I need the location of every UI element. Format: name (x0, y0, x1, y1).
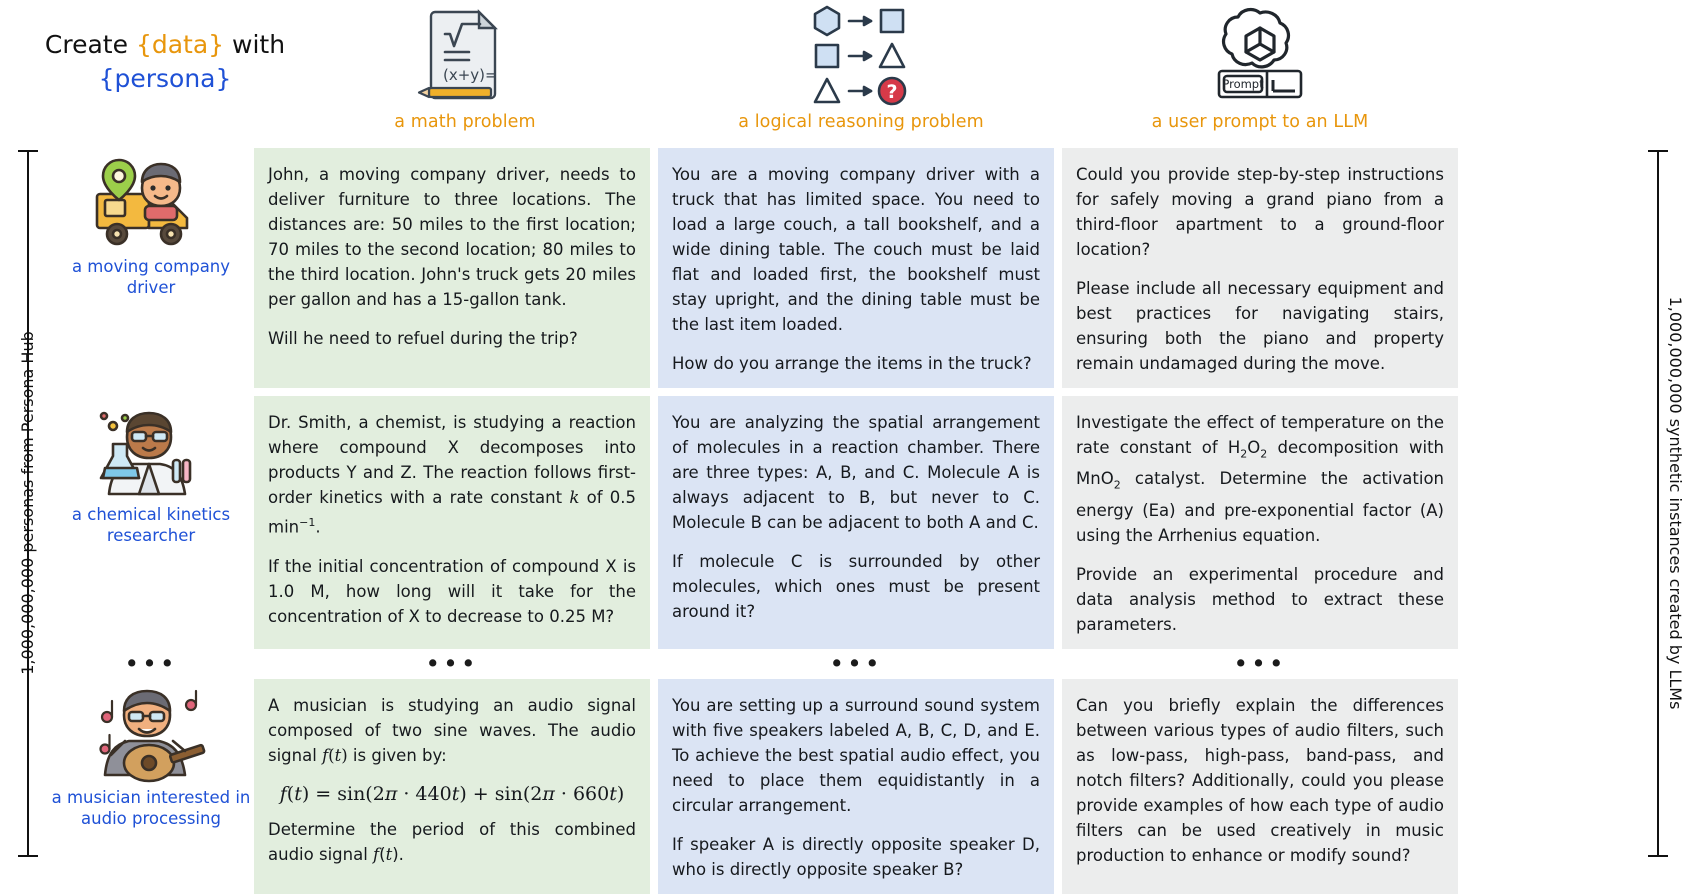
right-axis-cap-top (1648, 150, 1668, 152)
guitarist-musician-icon (87, 683, 215, 787)
cell-prompt-row2 (1062, 396, 1458, 649)
svg-text:?: ? (886, 81, 898, 103)
persona-cell (48, 148, 254, 388)
cell-logic-row3 (658, 679, 1054, 894)
cell-paragraph: Dr. Smith, a chemist, is studying a reaction where compound X decomposes into products Y and Z. The reaction follows first-order kinetics with a rate constant k of 0.5 $\min^{-1}$. (268, 413, 636, 537)
cell-formula: f(t) = sin(2π · 440t) + sin(2π · 660t) (279, 782, 625, 805)
ellipsis-prompt: ••• (1233, 648, 1287, 678)
cell-paragraph: Investigate the effect of temperature on the rate constant of $H_2O_2$ decomposition with MnO$_2$ catalyst. Determine the activation energy (Ea) and pre-exponential factor (A) using the Arrhenius equation. (1076, 413, 1444, 545)
title-middle: with (224, 30, 286, 59)
openai-prompt-icon (1110, 0, 1410, 112)
cell-logic-row2 (658, 396, 1054, 649)
cell-math-row2 (254, 396, 650, 649)
cell-paragraph: A musician is studying an audio signal composed of two sine waves. The audio signal f(t) is given by: (268, 695, 636, 765)
persona-label: a musician interested in audio processing (51, 787, 251, 828)
cell-paragraph: Can you briefly explain the differences between various types of audio filters, such as low-pass, high-pass, band-pass, and notch filters? Additionally, could you please provide examples of how each type of audio filters can be used creatively in music production to enhance or modify sound? (1076, 695, 1444, 865)
left-axis-label: 1,000,000,000 personas from Persona Hub (18, 331, 37, 675)
left-axis (6, 148, 48, 858)
right-axis-cap-bottom (1648, 855, 1668, 857)
table-row (48, 396, 1636, 649)
ellipsis-persona: ••• (124, 648, 178, 678)
cell-paragraph: Determine the period of this combined audio signal f(t). (268, 819, 636, 864)
title-data-placeholder: {data} (135, 30, 225, 59)
table-row (48, 679, 1636, 894)
column-label-prompt: a user prompt to an LLM (1151, 112, 1369, 132)
right-axis-line (1657, 150, 1659, 856)
column-label-math: a math problem (394, 112, 536, 132)
examples-grid (48, 148, 1636, 894)
ellipsis-logic: ••• (829, 648, 883, 678)
column-header-math (315, 0, 615, 132)
ellipsis-math: ••• (425, 648, 479, 678)
cell-prompt-row3 (1062, 679, 1458, 894)
persona-label: a chemical kinetics researcher (71, 505, 231, 545)
table-row (48, 148, 1636, 388)
left-axis-cap-bottom (18, 855, 38, 857)
cell-math-row1 (254, 148, 650, 388)
ellipsis-row (48, 649, 1636, 679)
cell-paragraph: Please include all necessary equipment and best practices for navigating stairs, ensuring both the piano and property remain undamaged during the move. (1076, 279, 1444, 373)
figure-header (0, 0, 1686, 145)
cell-paragraph: How do you arrange the items in the truck? (672, 354, 1032, 373)
persona-label: a moving company driver (71, 257, 231, 297)
left-axis-cap-top (18, 150, 38, 152)
right-axis-label: 1,000,000,000 synthetic instances created by LLMs (1666, 296, 1685, 710)
title-prefix: Create (44, 30, 136, 59)
cell-paragraph: Provide an experimental procedure and data analysis method to extract these parameters. (1076, 564, 1444, 634)
cell-paragraph: John, a moving company driver, needs to deliver furniture to three locations. The distances are: 50 miles to the first location; 70 miles to the second location; 80 miles to the third location. John's truck gets 20 miles per gallon and has a 15-gallon tank. (268, 165, 636, 309)
cell-logic-row1 (658, 148, 1054, 388)
persona-cell (48, 396, 254, 649)
chemist-scientist-icon (87, 400, 215, 504)
moving-truck-driver-icon (87, 152, 215, 256)
cell-paragraph: If molecule C is surrounded by other molecules, which ones must be present around it? (672, 552, 1040, 621)
cell-paragraph: Could you provide step-by-step instructions for safely moving a grand piano from a third-floor apartment to a ground-floor location? (1076, 165, 1444, 259)
svg-text:Prompt: Prompt (1222, 77, 1264, 91)
math-document-icon (315, 0, 615, 112)
column-header-logic (711, 0, 1011, 132)
right-axis (1636, 148, 1685, 858)
cell-paragraph: If speaker A is directly opposite speaker D, who is directly opposite speaker B? (672, 834, 1040, 879)
cell-paragraph: You are setting up a surround sound system with five speakers labeled A, B, C, D, and E. To achieve the best spatial audio effect, you need to place them equidistantly in a circular arrangement. (672, 695, 1040, 815)
cell-paragraph: If the initial concentration of compound X is 1.0 M, how long will it take for the concentration of X to decrease to 0.25 M? (268, 556, 636, 626)
shape-sequence-icon (711, 0, 1011, 112)
cell-paragraph: You are a moving company driver with a truck that has limited space. You need to load a large couch, a tall bookshelf, and a wide dining table. The couch must be laid flat and loaded first, the bookshelf must stay upright, and the dining table must be the last item loaded. (672, 165, 1040, 334)
cell-prompt-row1 (1062, 148, 1458, 388)
row-spacer (48, 388, 1636, 396)
title-persona-placeholder: {persona} (98, 64, 232, 93)
svg-text:(x+y)=: (x+y)= (443, 66, 498, 84)
column-header-prompt (1110, 0, 1410, 132)
cell-paragraph: Will he need to refuel during the trip? (268, 329, 578, 348)
cell-paragraph: You are analyzing the spatial arrangement of molecules in a reaction chamber. There are three types: A, B, and C. Molecule A is always adjacent to B, but never to C. Molecule B can be adjacent to both A and C. (672, 413, 1040, 532)
column-label-logic: a logical reasoning problem (738, 112, 984, 132)
persona-cell (48, 679, 254, 894)
page-title (20, 28, 310, 96)
cell-math-row3 (254, 679, 650, 894)
